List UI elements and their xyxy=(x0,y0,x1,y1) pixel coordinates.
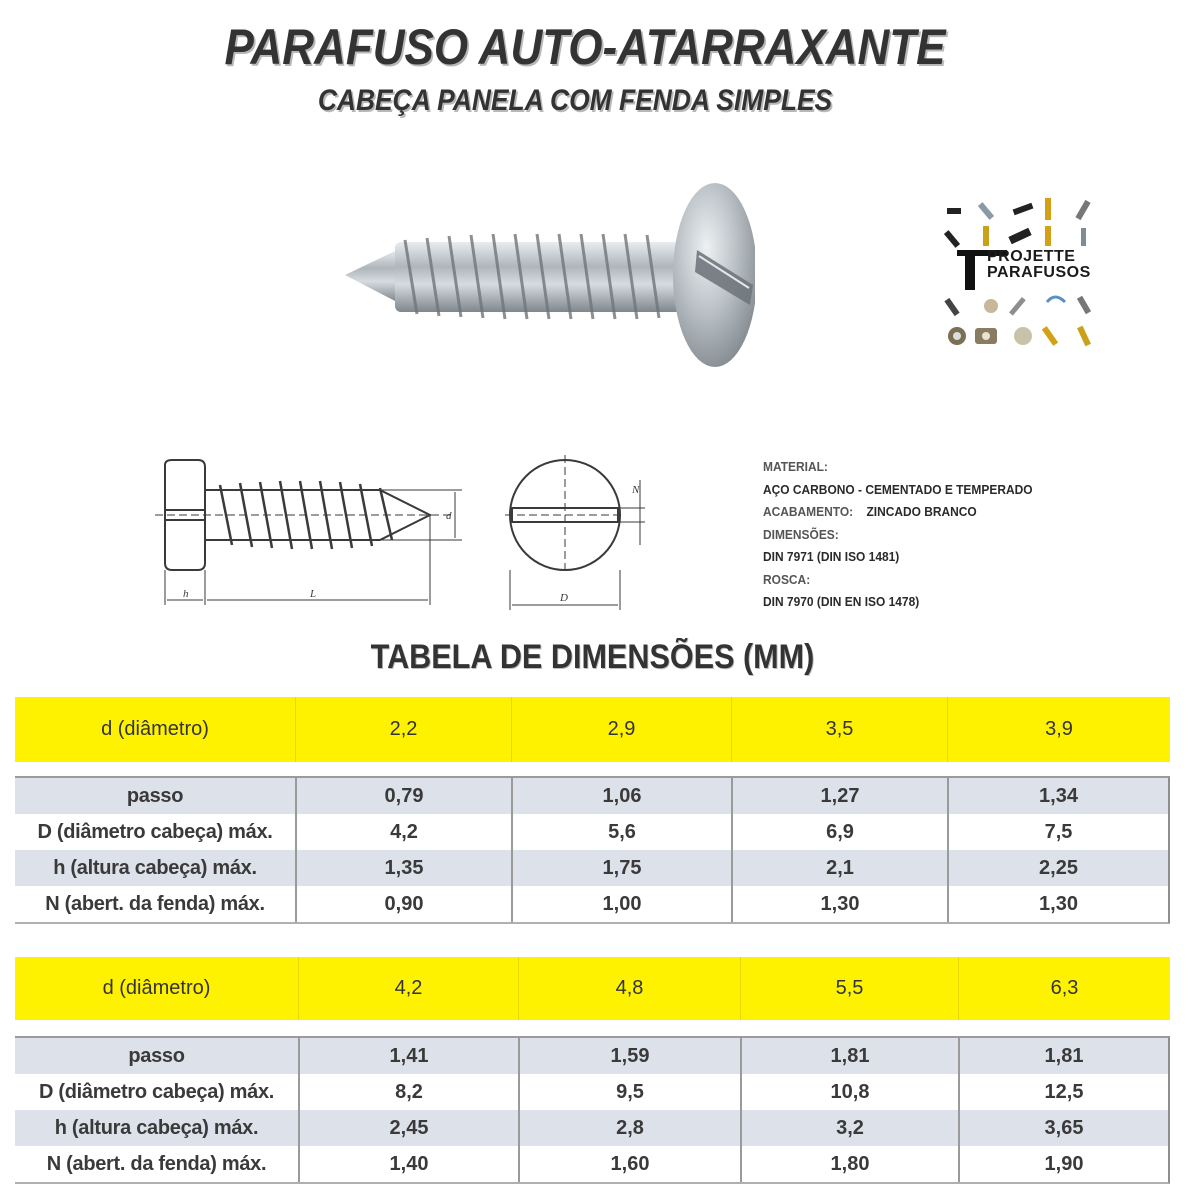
rosca-value: DIN 7970 (DIN EN ISO 1478) xyxy=(763,594,920,609)
cell: 1,35 xyxy=(295,850,511,886)
row-label: N (abert. da fenda) máx. xyxy=(45,892,265,915)
cell: 2,8 xyxy=(518,1110,740,1146)
table2-body xyxy=(15,1036,1170,1184)
cell: 1,34 xyxy=(947,778,1168,814)
screw-photo xyxy=(335,180,755,380)
cell: 1,30 xyxy=(947,886,1168,922)
page-subtitle: CABEÇA PANELA COM FENDA SIMPLES xyxy=(317,84,833,117)
cell: 4,2 xyxy=(295,814,511,850)
rosca-label: ROSCA: xyxy=(763,571,811,587)
cell: 1,81 xyxy=(740,1038,958,1074)
table2-header-label: d (diâmetro) xyxy=(102,977,211,999)
table-row xyxy=(15,886,1168,922)
table1-header-label: d (diâmetro) xyxy=(101,718,209,740)
cell: 3,65 xyxy=(958,1110,1168,1146)
cell: 2,1 xyxy=(731,850,947,886)
cell: 9,5 xyxy=(518,1074,740,1110)
table-row xyxy=(15,1146,1168,1182)
cell: 8,2 xyxy=(298,1074,518,1110)
table1-header-col3: 3,5 xyxy=(731,697,947,762)
label-h: h xyxy=(183,588,189,600)
cell: 0,90 xyxy=(295,886,511,922)
table-row xyxy=(15,850,1168,886)
acabamento-value: ZINCADO BRANCO xyxy=(866,504,977,519)
label-D: D xyxy=(560,592,568,604)
cell: 0,79 xyxy=(295,778,511,814)
table-row xyxy=(15,778,1168,814)
table-title: TABELA DE DIMENSÕES (MM) xyxy=(370,638,815,676)
table2-header-row xyxy=(15,957,1170,1020)
table-row xyxy=(15,1110,1168,1146)
acabamento-label: ACABAMENTO: xyxy=(763,504,854,519)
cell: 12,5 xyxy=(958,1074,1168,1110)
cell: 7,5 xyxy=(947,814,1168,850)
label-d: d xyxy=(446,510,452,522)
logo-line-1: PROJETTE xyxy=(987,248,1076,265)
table-row xyxy=(15,1074,1168,1110)
table1-header-row xyxy=(15,697,1170,762)
cell: 1,41 xyxy=(298,1038,518,1074)
table1-header-col4: 3,9 xyxy=(947,697,1170,762)
technical-drawing-front xyxy=(500,455,650,615)
cell: 2,25 xyxy=(947,850,1168,886)
brand-logo xyxy=(935,190,1115,360)
cell: 2,45 xyxy=(298,1110,518,1146)
cell: 1,59 xyxy=(518,1038,740,1074)
label-L: L xyxy=(310,588,317,600)
cell: 1,81 xyxy=(958,1038,1168,1074)
cell: 10,8 xyxy=(740,1074,958,1110)
dimensoes-label: DIMENSÕES: xyxy=(763,526,839,542)
table1-header-col1: 2,2 xyxy=(295,697,511,762)
spec-block xyxy=(763,456,1183,614)
cell: 1,80 xyxy=(740,1146,958,1182)
row-label: passo xyxy=(126,784,184,807)
table-row xyxy=(15,1038,1168,1074)
row-label: D (diâmetro cabeça) máx. xyxy=(37,820,273,843)
material-label: MATERIAL: xyxy=(763,459,828,474)
cell: 3,2 xyxy=(740,1110,958,1146)
page-title: PARAFUSO AUTO-ATARRAXANTE xyxy=(224,19,946,75)
cell: 6,9 xyxy=(731,814,947,850)
cell: 5,6 xyxy=(511,814,731,850)
row-label: N (abert. da fenda) máx. xyxy=(46,1152,267,1175)
dimensoes-value: DIN 7971 (DIN ISO 1481) xyxy=(763,549,900,564)
table2-header-col1: 4,2 xyxy=(298,957,518,1020)
cell: 1,00 xyxy=(511,886,731,922)
cell: 1,40 xyxy=(298,1146,518,1182)
table1-header-col2: 2,9 xyxy=(511,697,731,762)
material-value: AÇO CARBONO - CEMENTADO E TEMPERADO xyxy=(763,481,1033,497)
row-label: D (diâmetro cabeça) máx. xyxy=(38,1080,275,1103)
cell: 1,06 xyxy=(511,778,731,814)
row-label: passo xyxy=(128,1044,185,1067)
logo-line-2: PARAFUSOS xyxy=(987,264,1091,281)
label-N: N xyxy=(632,484,640,496)
table-row xyxy=(15,814,1168,850)
row-label: h (altura cabeça) máx. xyxy=(53,856,257,879)
row-label: h (altura cabeça) máx. xyxy=(54,1116,259,1139)
table2-header-col3: 5,5 xyxy=(740,957,958,1020)
cell: 1,60 xyxy=(518,1146,740,1182)
cell: 1,30 xyxy=(731,886,947,922)
cell: 1,75 xyxy=(511,850,731,886)
technical-drawing-side xyxy=(150,455,470,615)
table1-body xyxy=(15,776,1170,924)
cell: 1,27 xyxy=(731,778,947,814)
cell: 1,90 xyxy=(958,1146,1168,1182)
table2-header-col4: 6,3 xyxy=(958,957,1170,1020)
table2-header-col2: 4,8 xyxy=(518,957,740,1020)
